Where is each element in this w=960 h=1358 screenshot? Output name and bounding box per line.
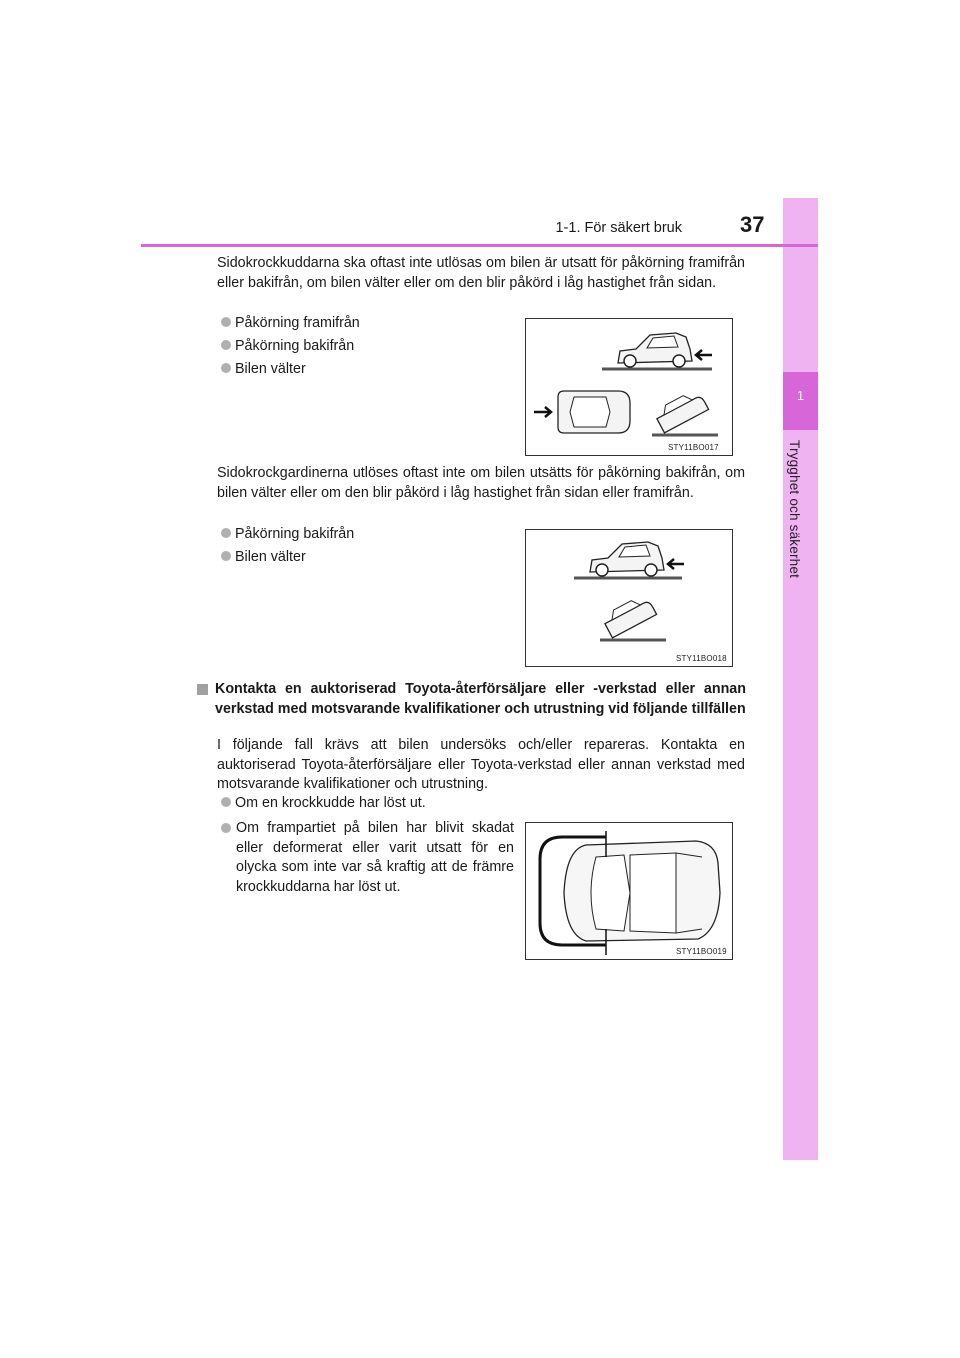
bullet-icon [221,317,231,327]
list-item: Påkörning bakifrån [221,525,354,545]
bullet-icon [221,340,231,350]
list-item: Bilen välter [221,548,306,568]
bullet-icon [221,551,231,561]
figure-code: STY11BO017 [668,443,719,452]
list-item: Påkörning framifrån [221,314,360,334]
list-item: Om frampartiet på bilen har blivit skadat eller deformerat eller varit utsatt för en olycka som inte var så kraftig att de främre krockkuddarna har löst ut. [236,819,514,897]
bullet-icon [221,528,231,538]
front-damage-illustration [525,822,733,960]
list-item: Om en krockkudde har löst ut. [221,794,426,814]
section-heading: Kontakta en auktoriserad Toyota-återförsäljare eller -verkstad eller annan verkstad med motsvarande kvalifikationer och utrustning vid följande tillfällen [215,681,746,717]
list-item: Bilen välter [221,360,306,380]
list-item: Påkörning bakifrån [221,337,354,357]
bullet-icon [221,363,231,373]
figure-code: STY11BO018 [676,654,727,663]
contact-paragraph: I följande fall krävs att bilen undersöks och/eller repareras. Kontakta en auktoriserad Toyota-återförsäljare eller Toyota-verkstad eller annan verkstad med motsvarande kvalifikationer och utrustning. [217,737,745,792]
figure-code: STY11BO019 [676,947,727,956]
chapter-side-tab [783,198,818,1160]
collision-illustration-2 [525,529,733,667]
curtain-airbag-paragraph: Sidokrockgardinerna utlöses oftast inte om bilen utsätts för påkörning bakifrån, om bilen välter eller om den blir påkörd i låg hastighet från sidan eller framifrån. [217,465,745,501]
side-airbag-paragraph: Sidokrockkuddarna ska oftast inte utlösas om bilen är utsatt för påkörning framifrån eller bakifrån, om bilen välter eller om den blir påkörd i låg hastighet från sidan. [217,255,745,291]
bullet-icon [221,797,231,807]
chapter-number: 1 [796,388,805,403]
header-divider [141,244,818,247]
chapter-title: Trygghet och säkerhet [787,440,802,579]
section-marker-icon [197,684,208,695]
section-title: 1-1. För säkert bruk [555,220,682,236]
bullet-icon [221,823,231,833]
page-number: 37 [740,212,765,237]
collision-illustration-1 [525,318,733,456]
